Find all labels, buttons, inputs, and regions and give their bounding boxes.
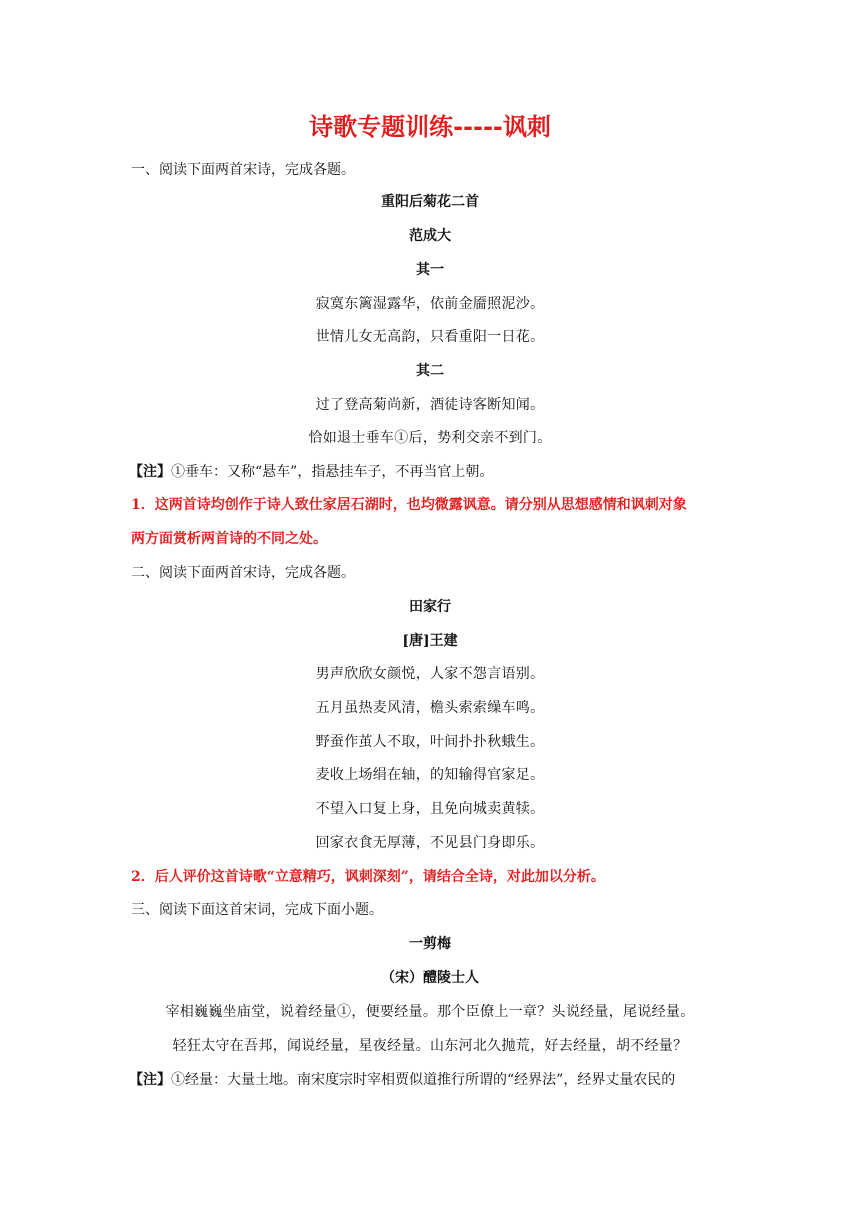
section1-author: 范成大 [409,228,451,244]
section1-part2-line: 恰如退士垂车①后，势利交亲不到门。 [308,430,552,446]
section1-heading: 一、阅读下面两首宋诗，完成各题。 [131,162,355,178]
note-text: ①经量：大量土地。南宋度宗时宰相贾似道推行所谓的“经界法”，经界丈量农民的 [171,1072,676,1088]
section2-poem-line: 五月虽热麦风清，檐头索索缲车鸣。 [315,700,545,716]
section3-poem-title: 一剪梅 [409,936,451,952]
section1-poem-title: 重阳后菊花二首 [381,194,479,210]
section3-heading: 三、阅读下面这首宋词，完成下面小题。 [131,902,383,918]
section1-note [129,462,493,482]
section2-poem-line: 麦收上场绢在轴，的知输得官家足。 [315,767,545,783]
section1-part1-title: 其一 [416,262,444,278]
section3-author: （宋）醴陵士人 [381,970,479,986]
section1-part2-line: 过了登高菊尚新，酒徒诗客断知闻。 [315,397,545,413]
section3-note [129,1070,675,1090]
section2-poem-line: 野蚕作茧人不取，叶间扑扑秋蛾生。 [315,734,545,750]
section1-part1-line: 寂寞东篱湿露华，依前金靥照泥沙。 [315,296,545,312]
section3-poem-line: 宰相巍巍坐庙堂，说着经量①，便要经量。那个臣僚上一章？头说经量，尾说经量。 [165,1004,695,1020]
question-1-line2: 两方面赏析两首诗的不同之处。 [131,531,327,547]
section1-part1-line: 世情儿女无高韵，只看重阳一日花。 [315,329,545,345]
section2-poem-line: 不望入口复上身，且免向城卖黄犊。 [315,801,545,817]
section2-author: [唐]王建 [402,633,458,649]
question-2: 2．后人评价这首诗歌“立意精巧，讽刺深刻”，请结合全诗，对此加以分析。 [131,869,605,885]
section2-heading: 二、阅读下面两首宋诗，完成各题。 [131,565,355,581]
section2-poem-title: 田家行 [409,599,451,615]
note-label: 【注】 [129,464,171,480]
section1-part2-title: 其二 [416,363,444,379]
section2-poem-line: 男声欣欣女颜悦，人家不怨言语别。 [315,666,545,682]
note-label: 【注】 [129,1072,171,1088]
section2-poem-line: 回家衣食无厚薄，不见县门身即乐。 [315,835,545,851]
page-title: 诗歌专题训练-----讽刺 [309,113,551,141]
note-text: ①垂车：又称“悬车”，指悬挂车子，不再当官上朝。 [171,464,494,480]
question-1-line1: 1．这两首诗均创作于诗人致仕家居石湖时，也均微露讽意。请分别从思想感情和讽刺对象 [131,497,687,513]
section3-poem-line: 轻狂太守在吾邦，闻说经量，星夜经量。山东河北久抛荒，好去经量，胡不经量？ [172,1038,688,1054]
